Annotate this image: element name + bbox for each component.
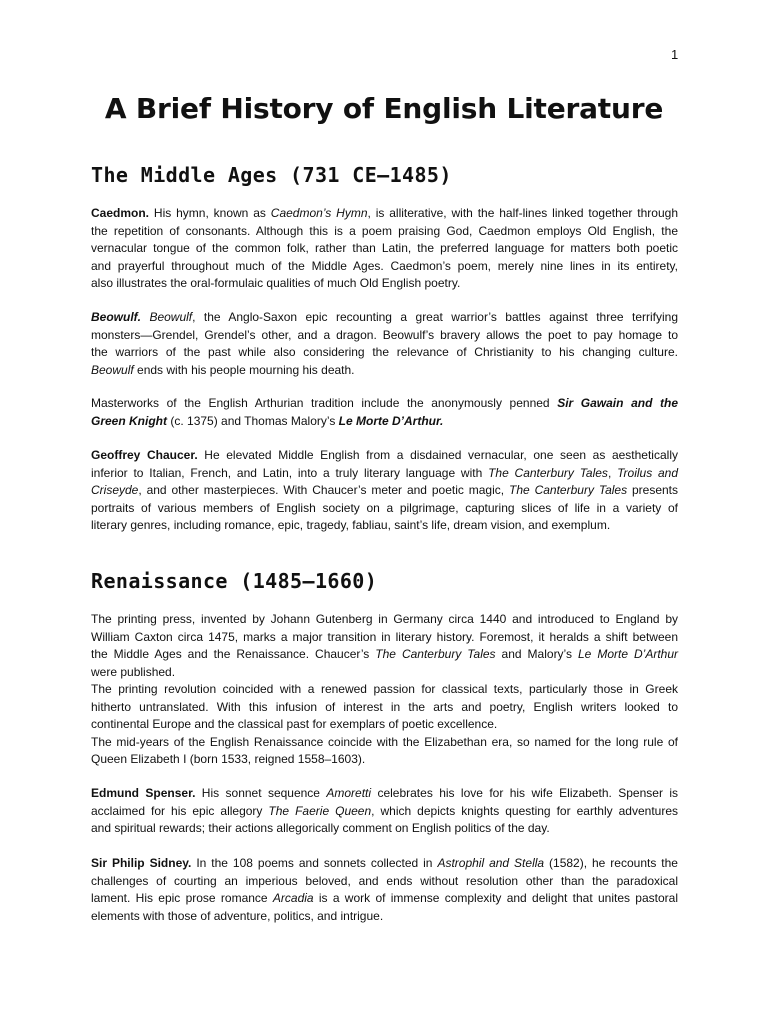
paragraph-spenser: Edmund Spenser. His sonnet sequence Amoretti celebrates his love for his wife Elizabeth. Spenser is acclaimed for his epic allegory The Faerie Queen, which depicts knights questing for earthly adventures and spiritual rewards; their actions allegorically comment on English politics of the day. [91,786,679,835]
section-heading-renaissance: Renaissance (1485–1660) [91,569,378,593]
document-title: A Brief History of English Literature [104,92,664,125]
paragraph-caedmon: Caedmon. His hymn, known as Caedmon’s Hymn, is alliterative, with the half-lines linked together through the repetition of consonants. Although this is a poem praising God, Caedmon employs Old English, the vernacular tongue of the common folk, rather than Latin, the preferred language for matters both poetic and prayerful throughout much of the Middle Ages. Caedmon’s poem, merely nine lines in its entirety, also illustrates the oral-formulaic qualities of much Old English poetry. [91,206,678,290]
section-heading-middle-ages: The Middle Ages (731 CE–1485) [91,163,452,187]
paragraph-beowulf: Beowulf. Beowulf, the Anglo-Saxon epic recounting a great warrior’s battles against three terrifying monsters—Grendel, Grendel’s other, and a dragon. Beowulf’s bravery allows the poet to pay homage to the warriors of the past while also considering the relevance of Christianity to his changing culture. Beowulf ends with his people mourning his death. [91,310,678,377]
lead-spenser: Edmund Spenser. [91,786,196,800]
lead-beowulf: Beowulf. [91,310,141,324]
lead-chaucer: Geoffrey Chaucer. [91,448,198,462]
paragraph-arthurian: Masterworks of the English Arthurian tradition include the anonymously penned Sir Gawain and the Green Knight (c. 1375) and Thomas Malory’s Le Morte D’Arthur. [91,396,678,428]
paragraph-printing-press: The printing press, invented by Johann Gutenberg in Germany circa 1440 and introduced to England by William Caxton circa 1475, marks a major transition in literary history. Foremost, it heralds a shift between the Middle Ages and the Renaissance. Chaucer’s The Canterbury Tales and Malory’s Le Morte D’Arthur were published. The printing revolution coincided with a renewed passion for classical texts, particularly those in Greek hitherto untranslated. With this infusion of interest in the arts and poetry, English writers looked to continental Europe and the classical past for exemplars of poetic excellence. The mid-years of the English Renaissance coincide with the Elizabethan era, so named for the long rule of Queen Elizabeth I (born 1533, reigned 1558–1603). [91,612,679,766]
lead-caedmon: Caedmon. [91,206,150,220]
paragraph-sidney: Sir Philip Sidney. In the 108 poems and sonnets collected in Astrophil and Stella (1582), he recounts the challenges of courting an imperious beloved, and ends without resolution other than the paradoxical lament. His epic prose romance Arcadia is a work of immense complexity and delight that unites pastoral elements with those of adventure, politics, and intrigue. [91,856,678,923]
lead-sidney: Sir Philip Sidney. [91,856,192,870]
paragraph-chaucer: Geoffrey Chaucer. He elevated Middle English from a disdained vernacular, one seen as aesthetically inferior to Italian, French, and Latin, into a truly literary language with The Canterbury Tales, Troilus and Criseyde, and other masterpieces. With Chaucer’s meter and poetic magic, The Canterbury Tales presents portraits of various members of English society on a pilgrimage, capturing slices of life in a variety of literary genres, including romance, epic, tragedy, fabliau, saint’s life, dream vision, and exemplum. [91,448,679,532]
page-number: 1 [671,47,679,62]
